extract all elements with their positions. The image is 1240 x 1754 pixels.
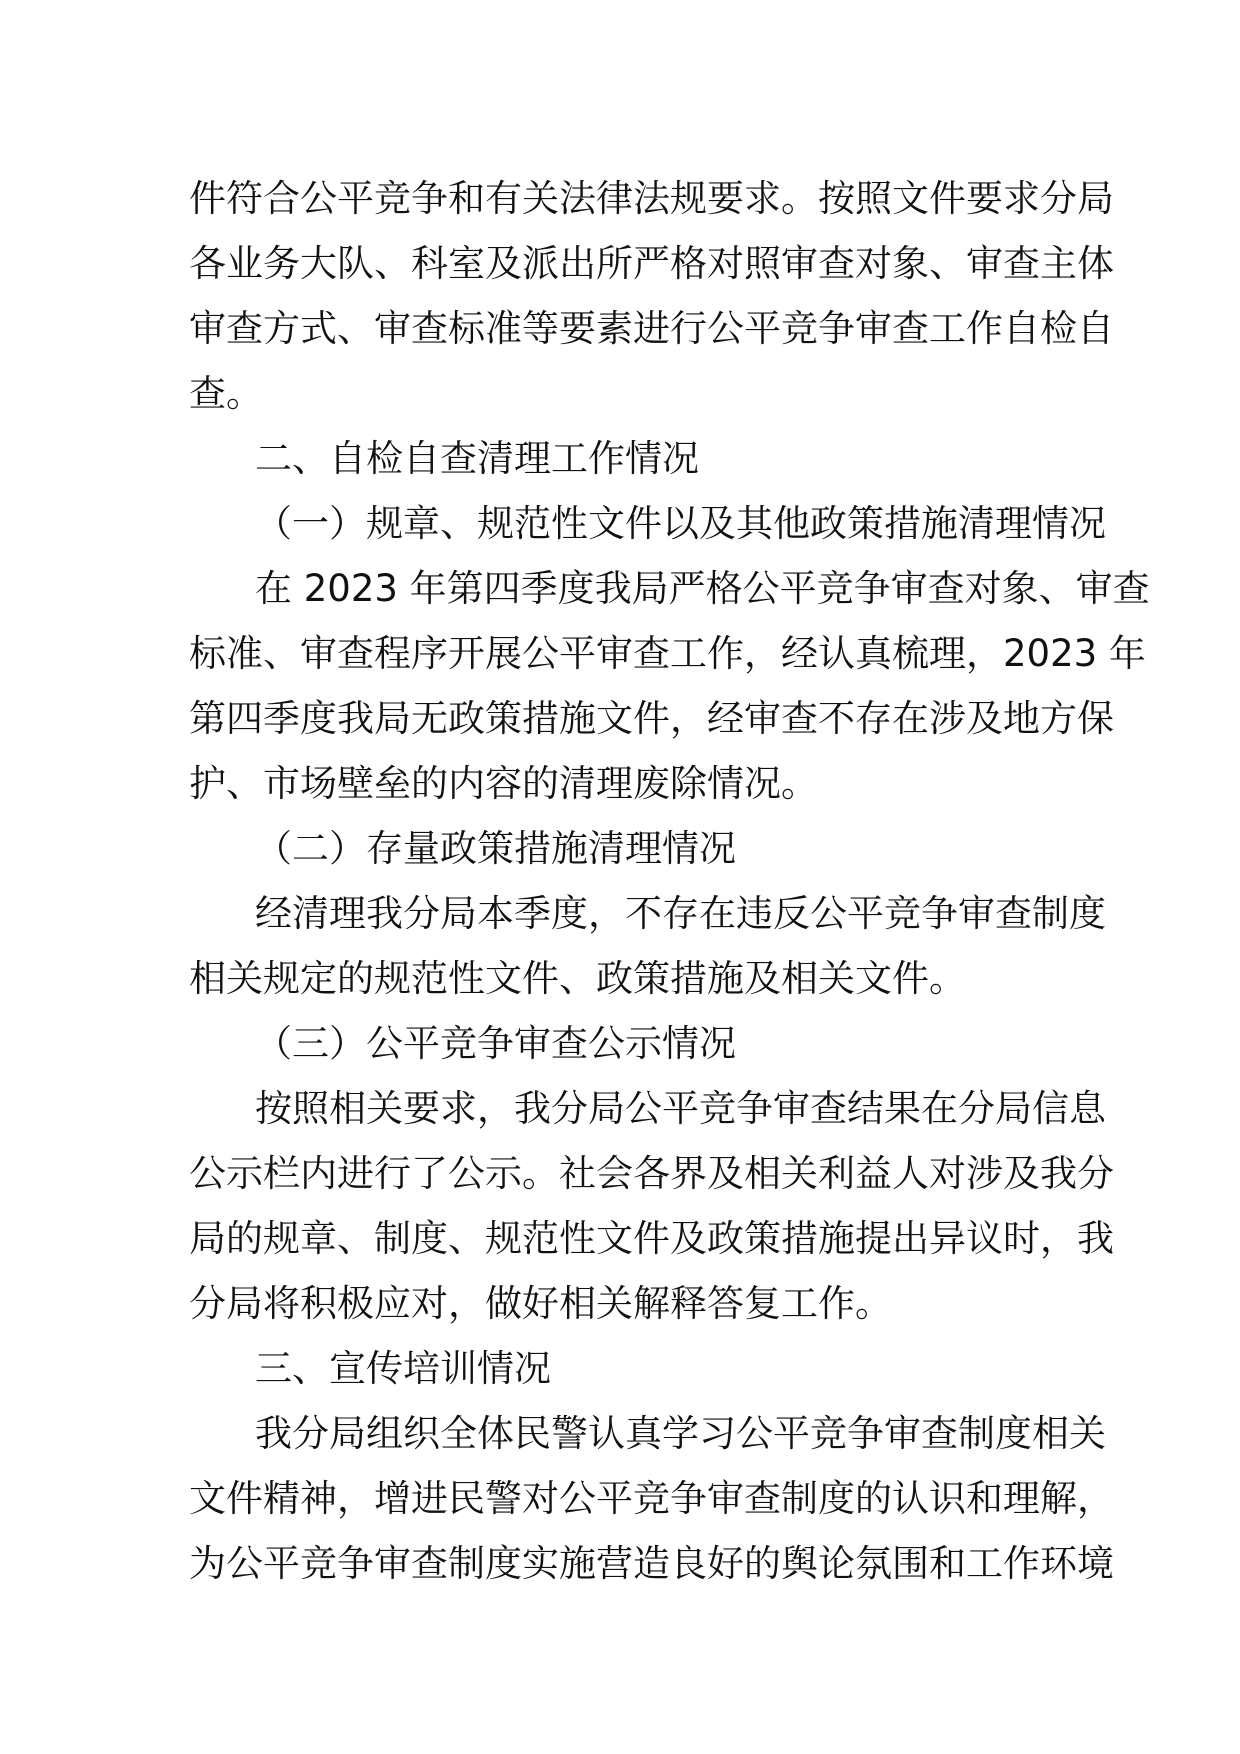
body-text-line: 第四季度我局无政策措施文件，经审查不存在涉及地方保	[189, 697, 1114, 740]
document-body	[189, 166, 1150, 1596]
body-text-line: 为公平竞争审查制度实施营造良好的舆论氛围和工作环境	[189, 1542, 1114, 1585]
body-text-line: 各业务大队、科室及派出所严格对照审查对象、审查主体	[189, 242, 1114, 285]
paragraph-first-line: 我分局组织全体民警认真学习公平竞争审查制度相关	[255, 1412, 1106, 1455]
subsection-heading: （一）规章、规范性文件以及其他政策措施清理情况	[255, 502, 1106, 545]
section-heading: 二、自检自查清理工作情况	[255, 437, 699, 480]
body-text-line: 局的规章、制度、规范性文件及政策措施提出异议时，我	[189, 1217, 1114, 1260]
body-text-line: 标准、审查程序开展公平审查工作，经认真梳理，2023 年	[189, 632, 1146, 675]
paragraph-first-line: 按照相关要求，我分局公平竞争审查结果在分局信息	[255, 1087, 1106, 1130]
body-text-line: 查。	[189, 372, 263, 415]
body-text-line: 文件精神，增进民警对公平竞争审查制度的认识和理解，	[189, 1477, 1114, 1520]
subsection-heading: （三）公平竞争审查公示情况	[255, 1022, 736, 1065]
subsection-heading: （二）存量政策措施清理情况	[255, 827, 736, 870]
body-text-line: 护、市场壁垒的内容的清理废除情况。	[189, 762, 818, 805]
body-text-line: 审查方式、审查标准等要素进行公平竞争审查工作自检自	[189, 307, 1114, 350]
paragraph-first-line: 经清理我分局本季度，不存在违反公平竞争审查制度	[255, 892, 1106, 935]
section-heading: 三、宣传培训情况	[255, 1347, 551, 1390]
body-text-line: 分局将积极应对，做好相关解释答复工作。	[189, 1282, 892, 1325]
paragraph-first-line: 在 2023 年第四季度我局严格公平竞争审查对象、审查	[255, 567, 1150, 610]
body-text-line: 公示栏内进行了公示。社会各界及相关利益人对涉及我分	[189, 1152, 1114, 1195]
body-text-line: 相关规定的规范性文件、政策措施及相关文件。	[189, 957, 966, 1000]
body-text-line: 件符合公平竞争和有关法律法规要求。按照文件要求分局	[189, 177, 1114, 220]
